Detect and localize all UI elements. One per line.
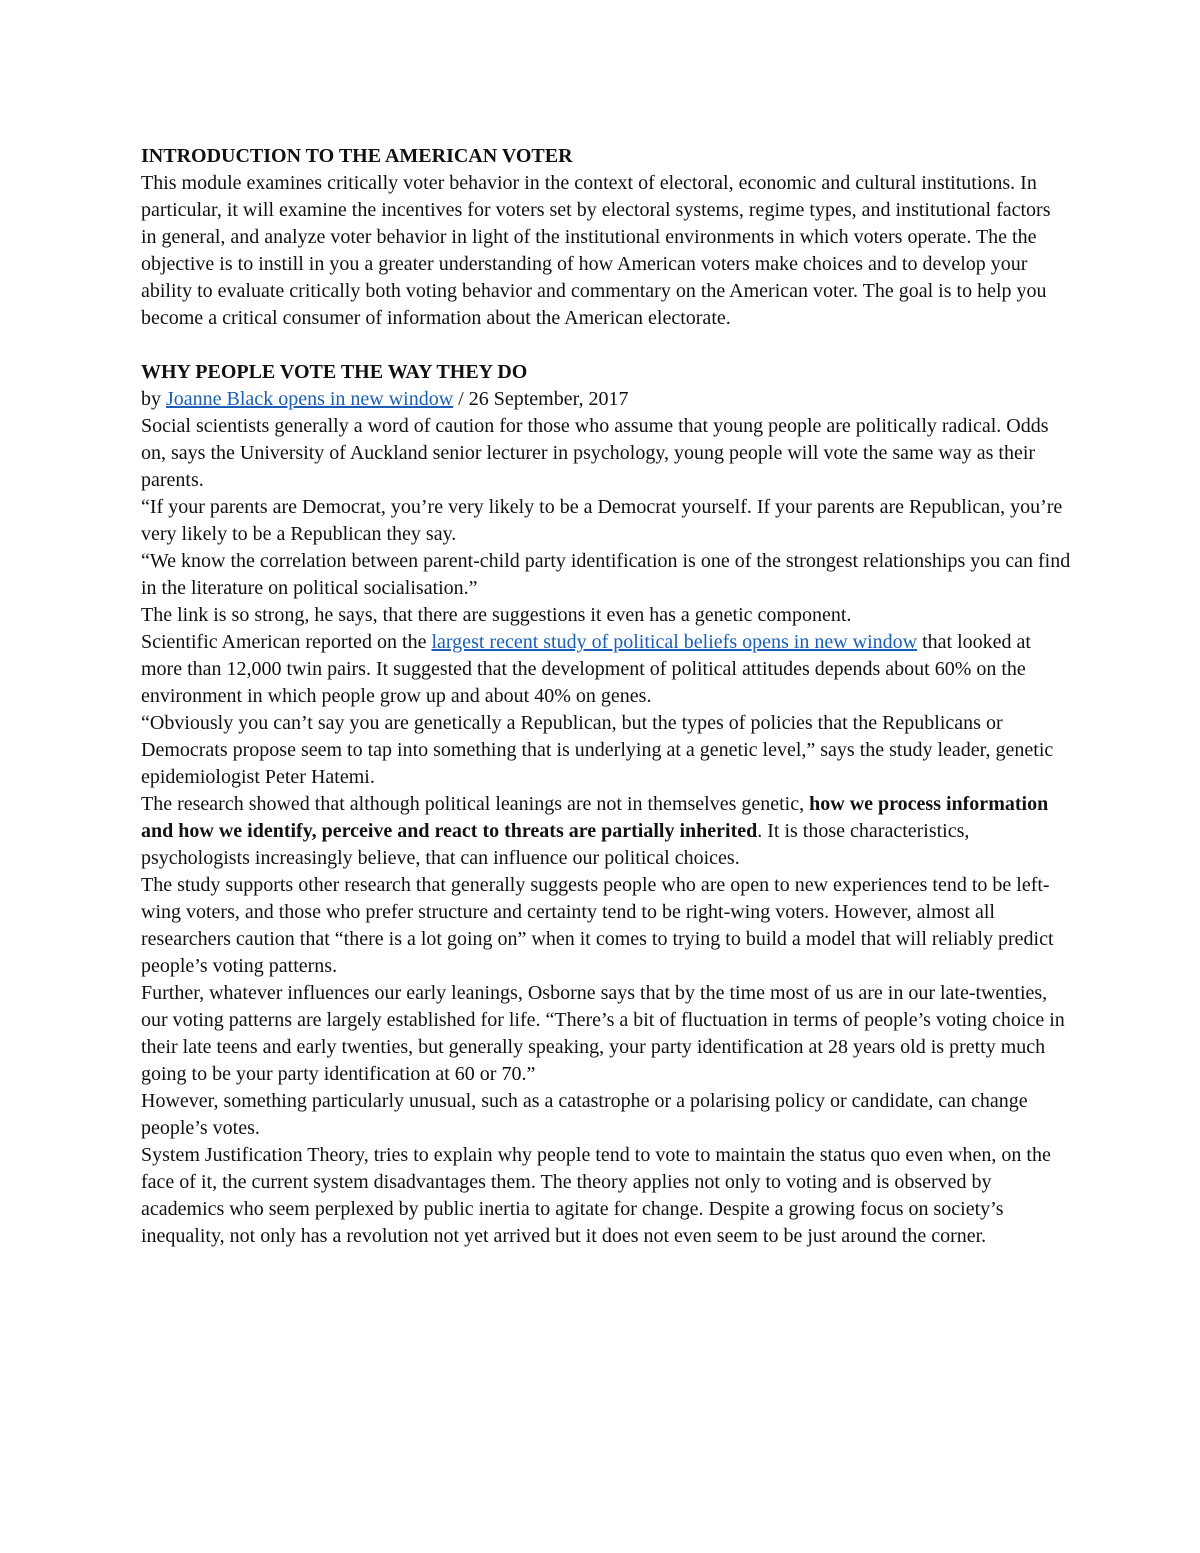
research-text-before: The research showed that although political leanings are not in themselves genetic, [141, 793, 810, 815]
paragraph-research-showed [141, 791, 1071, 872]
paragraph-left-right-wing: The study supports other research that generally suggests people who are open to new experiences tend to be left-wing voters, and those who prefer structure and certainty tend to be right-wing voters. However, almost all researchers caution that “there is a lot going on” when it comes to trying to build a model that will reliably predict people’s voting patterns. [141, 874, 1054, 977]
sciam-text-after: that looked at more than 12,000 twin pairs. It suggested that the development of political attitudes depends about 60% on the environment in which people grow up and about 40% on genes. [141, 631, 1031, 707]
research-bold-text: how we process information and how we identify, perceive and react to threats are partially inherited [141, 793, 1049, 842]
section-title-why-people-vote: WHY PEOPLE VOTE THE WAY THEY DO [141, 361, 528, 383]
section-title-intro: INTRODUCTION TO THE AMERICAN VOTER [141, 145, 573, 167]
quote-hatemi: “Obviously you can’t say you are genetically a Republican, but the types of policies that the Republicans or Democrats propose seem to tap into something that is underlying at a genetic level,” says the study leader, genetic epidemiologist Peter Hatemi. [141, 712, 1054, 788]
intro-paragraph: This module examines critically voter behavior in the context of electoral, economic and cultural institutions. In particular, it will examine the incentives for voters set by electoral systems, regime types, and institutional factors in general, and analyze voter behavior in light of the institutional environments in which voters operate. The the objective is to instill in you a greater understanding of how American voters make choices and to develop your ability to evaluate critically both voting behavior and commentary on the American voter. The goal is to help you become a critical consumer of information about the American electorate. [141, 172, 1051, 329]
document-page [141, 143, 1071, 1250]
paragraph-scientific-american [141, 629, 1071, 710]
study-link[interactable]: largest recent study of political beliefs opens in new window [431, 631, 918, 653]
author-link[interactable]: Joanne Black opens in new window [166, 388, 454, 410]
paragraph-catastrophe: However, something particularly unusual, such as a catastrophe or a polarising policy or candidate, can change people’s votes. [141, 1090, 1028, 1139]
paragraph-system-justification: System Justification Theory, tries to explain why people tend to vote to maintain the status quo even when, on the face of it, the current system disadvantages them. The theory applies not only to voting and is observed by academics who seem perplexed by public inertia to agitate for change. Despite a growing focus on society’s inequality, not only has a revolution not yet arrived but it does not even seem to be just around the corner. [141, 1144, 1051, 1247]
byline [141, 386, 1071, 413]
paragraph-osborne: Further, whatever influences our early leanings, Osborne says that by the time most of us are in our late-twenties, our voting patterns are largely established for life. “There’s a bit of fluctuation in terms of people’s voting choice in their late teens and early twenties, but generally speaking, your party identification at 28 years old is pretty much going to be your party identification at 60 or 70.” [141, 982, 1065, 1085]
sciam-text-before: Scientific American reported on the [141, 631, 432, 653]
byline-prefix: by [141, 388, 166, 410]
quote-parents-party: “If your parents are Democrat, you’re very likely to be a Democrat yourself. If your parents are Republican, you’re very likely to be a Republican they say. [141, 496, 1063, 545]
quote-correlation: “We know the correlation between parent-child party identification is one of the strongest relationships you can find in the literature on political socialisation.” [141, 550, 1071, 599]
section-spacer [141, 332, 1071, 359]
research-text-after: . It is those characteristics, psychologists increasingly believe, that can influence our political choices. [141, 820, 970, 869]
paragraph-genetic-component: The link is so strong, he says, that there are suggestions it even has a genetic component. [141, 604, 852, 626]
paragraph-young-people: Social scientists generally a word of caution for those who assume that young people are politically radical. Odds on, says the University of Auckland senior lecturer in psychology, young people will vote the same way as their parents. [141, 415, 1049, 491]
byline-date: / 26 September, 2017 [453, 388, 629, 410]
